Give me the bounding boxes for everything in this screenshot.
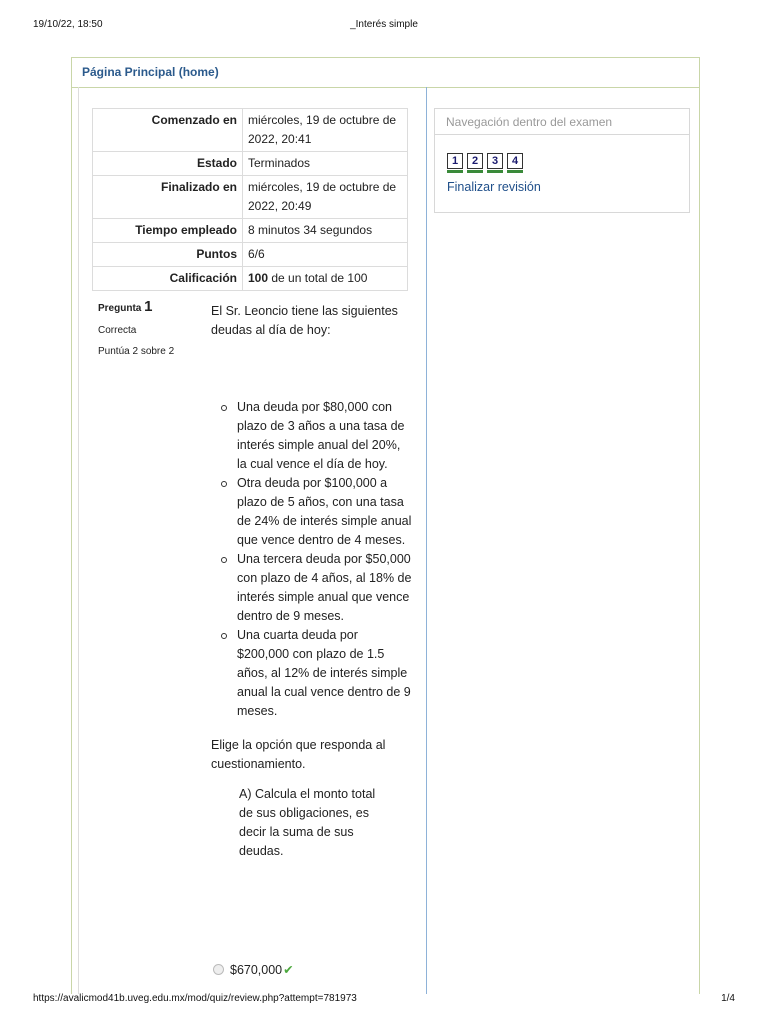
- print-title: _Interés simple: [350, 19, 418, 30]
- question-status: Correcta: [98, 325, 137, 336]
- quiz-navigation: [434, 108, 690, 213]
- summary-value: 8 minutos 34 segundos: [243, 219, 408, 243]
- summary-row: [93, 152, 408, 176]
- question-info: [98, 298, 198, 357]
- print-footer: [33, 993, 735, 1007]
- summary-value: 6/6: [243, 243, 408, 267]
- summary-key: Finalizado en: [93, 176, 243, 219]
- question-score: Puntúa 2 sobre 2: [98, 346, 175, 357]
- question-button-1[interactable]: 1: [447, 153, 463, 169]
- home-link[interactable]: Página Principal (home): [82, 65, 219, 79]
- question-number-value: 1: [144, 298, 153, 315]
- top-bar: [72, 58, 699, 88]
- list-item: Una deuda por $80,000 con plazo de 3 años a una tasa de interés simple anual del 20%, la cual vence el día de hoy.: [237, 398, 413, 474]
- grade-total: de un total de 100: [271, 271, 368, 285]
- question-text: [211, 302, 413, 861]
- column-divider: [426, 87, 427, 994]
- summary-key: Puntos: [93, 243, 243, 267]
- sub-question: A) Calcula el monto total de sus obligaciones, es decir la suma de sus deudas.: [239, 787, 376, 858]
- summary-key: Estado: [93, 152, 243, 176]
- check-icon: ✔: [283, 963, 294, 977]
- summary-value: miércoles, 19 de octubre de 2022, 20:49: [243, 176, 408, 219]
- debt-list: [211, 398, 413, 721]
- question-button-4[interactable]: 4: [507, 153, 523, 169]
- finish-review-link[interactable]: Finalizar revisión: [447, 180, 541, 194]
- summary-row: [93, 219, 408, 243]
- print-date: 19/10/22, 18:50: [33, 19, 103, 30]
- answer-text: $670,000: [230, 963, 283, 977]
- summary-row: [93, 176, 408, 219]
- question-number: [98, 298, 198, 315]
- answer-option: [213, 962, 294, 977]
- summary-value: miércoles, 19 de octubre de 2022, 20:41: [243, 109, 408, 152]
- question-intro: El Sr. Leoncio tiene las siguientes deudas al día de hoy:: [211, 304, 398, 337]
- grade-score: 100: [248, 271, 269, 285]
- list-item: Otra deuda por $100,000 a plazo de 5 años, con una tasa de 24% de interés simple anual que vence dentro de 4 meses.: [237, 474, 413, 550]
- summary-row-grade: [93, 267, 408, 291]
- question-buttons: [447, 153, 527, 173]
- quiz-navigation-heading: Navegación dentro del examen: [435, 109, 689, 135]
- page-frame: [71, 57, 700, 994]
- answer-radio[interactable]: [213, 964, 224, 975]
- question-button-3[interactable]: 3: [487, 153, 503, 169]
- question-button-2[interactable]: 2: [467, 153, 483, 169]
- grade-value: [243, 267, 408, 291]
- left-divider: [78, 87, 79, 994]
- summary-key: Tiempo empleado: [93, 219, 243, 243]
- list-item: Una tercera deuda por $50,000 con plazo de 4 años, al 18% de interés simple anual que vence dentro de 9 meses.: [237, 550, 413, 626]
- question-label: Pregunta: [98, 303, 142, 314]
- summary-key: Comenzado en: [93, 109, 243, 152]
- summary-row: [93, 243, 408, 267]
- summary-row: [93, 109, 408, 152]
- summary-value: Terminados: [243, 152, 408, 176]
- print-page-number: 1/4: [721, 993, 735, 1004]
- print-url: https://avalicmod41b.uveg.edu.mx/mod/quiz/review.php?attempt=781973: [33, 993, 357, 1004]
- question-prompt: Elige la opción que responda al cuestionamiento.: [211, 738, 386, 771]
- list-item: Una cuarta deuda por $200,000 con plazo de 1.5 años, al 12% de interés simple anual la cual vence dentro de 9 meses.: [237, 626, 413, 721]
- attempt-summary-table: [92, 108, 408, 291]
- print-header: [33, 19, 735, 33]
- grade-label: Calificación: [93, 267, 243, 291]
